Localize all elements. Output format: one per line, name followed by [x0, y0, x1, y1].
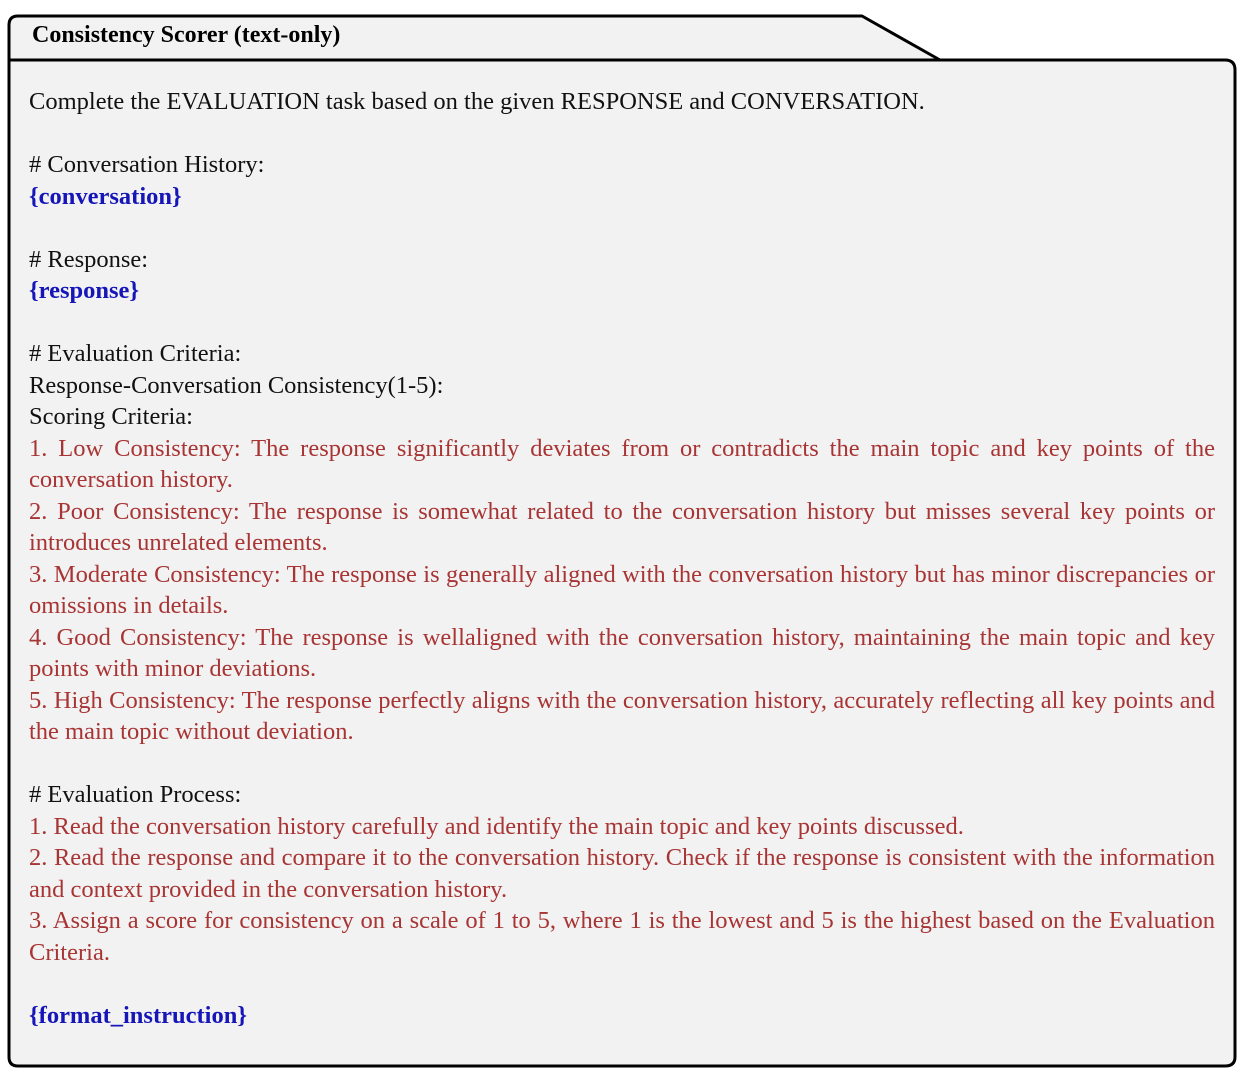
process-heading: # Evaluation Process: — [29, 781, 242, 808]
criteria-metric: Response-Conversation Consistency(1-5): — [29, 371, 444, 399]
intro-text: Complete the EVALUATION task based on the given RESPONSE and CONVERSATION. — [29, 88, 925, 115]
process-step-3: 3. Assign a score for consistency on a scale of 1 to 5, where 1 is the lowest and 5 is the highest based on the Evaluation Criteria. — [29, 907, 1215, 966]
process-step-2: 2. Read the response and compare it to the conversation history. Check if the response is consistent with the information and context provided in the conversation history. — [29, 844, 1215, 903]
criteria-item-3: 3. Moderate Consistency: The response is generally aligned with the conversation history but has minor discrepancies or omissions in details. — [29, 560, 1215, 619]
process-step-1: 1. Read the conversation history carefully and identify the main topic and key points discussed. — [29, 812, 964, 840]
criteria-item-1: 1. Low Consistency: The response significantly deviates from or contradicts the main topic and key points of the conversation history. — [29, 434, 1215, 493]
format-instruction-placeholder: {format_instruction} — [29, 1001, 247, 1029]
spacer — [29, 118, 1215, 150]
prompt-body — [29, 86, 1215, 1031]
spacer — [29, 212, 1215, 244]
criteria-item-4: 4. Good Consistency: The response is wellaligned with the conversation history, maintaining the main topic and key points with minor deviations. — [29, 623, 1215, 682]
criteria-item-2: 2. Poor Consistency: The response is somewhat related to the conversation history but misses several key points or introduces unrelated elements. — [29, 497, 1215, 556]
response-placeholder: {response} — [29, 277, 140, 304]
card-title: Consistency Scorer (text-only) — [32, 22, 341, 48]
conversation-heading: # Conversation History: — [29, 151, 265, 178]
criteria-heading: # Evaluation Criteria: — [29, 340, 242, 367]
spacer — [29, 968, 1215, 1000]
criteria-item-5: 5. High Consistency: The response perfectly aligns with the conversation history, accurately reflecting all key points and the main topic without deviation. — [29, 686, 1215, 745]
conversation-placeholder: {conversation} — [29, 182, 182, 210]
spacer — [29, 307, 1215, 339]
response-heading: # Response: — [29, 245, 149, 273]
spacer — [29, 748, 1215, 780]
scoring-criteria-label: Scoring Criteria: — [29, 403, 193, 430]
